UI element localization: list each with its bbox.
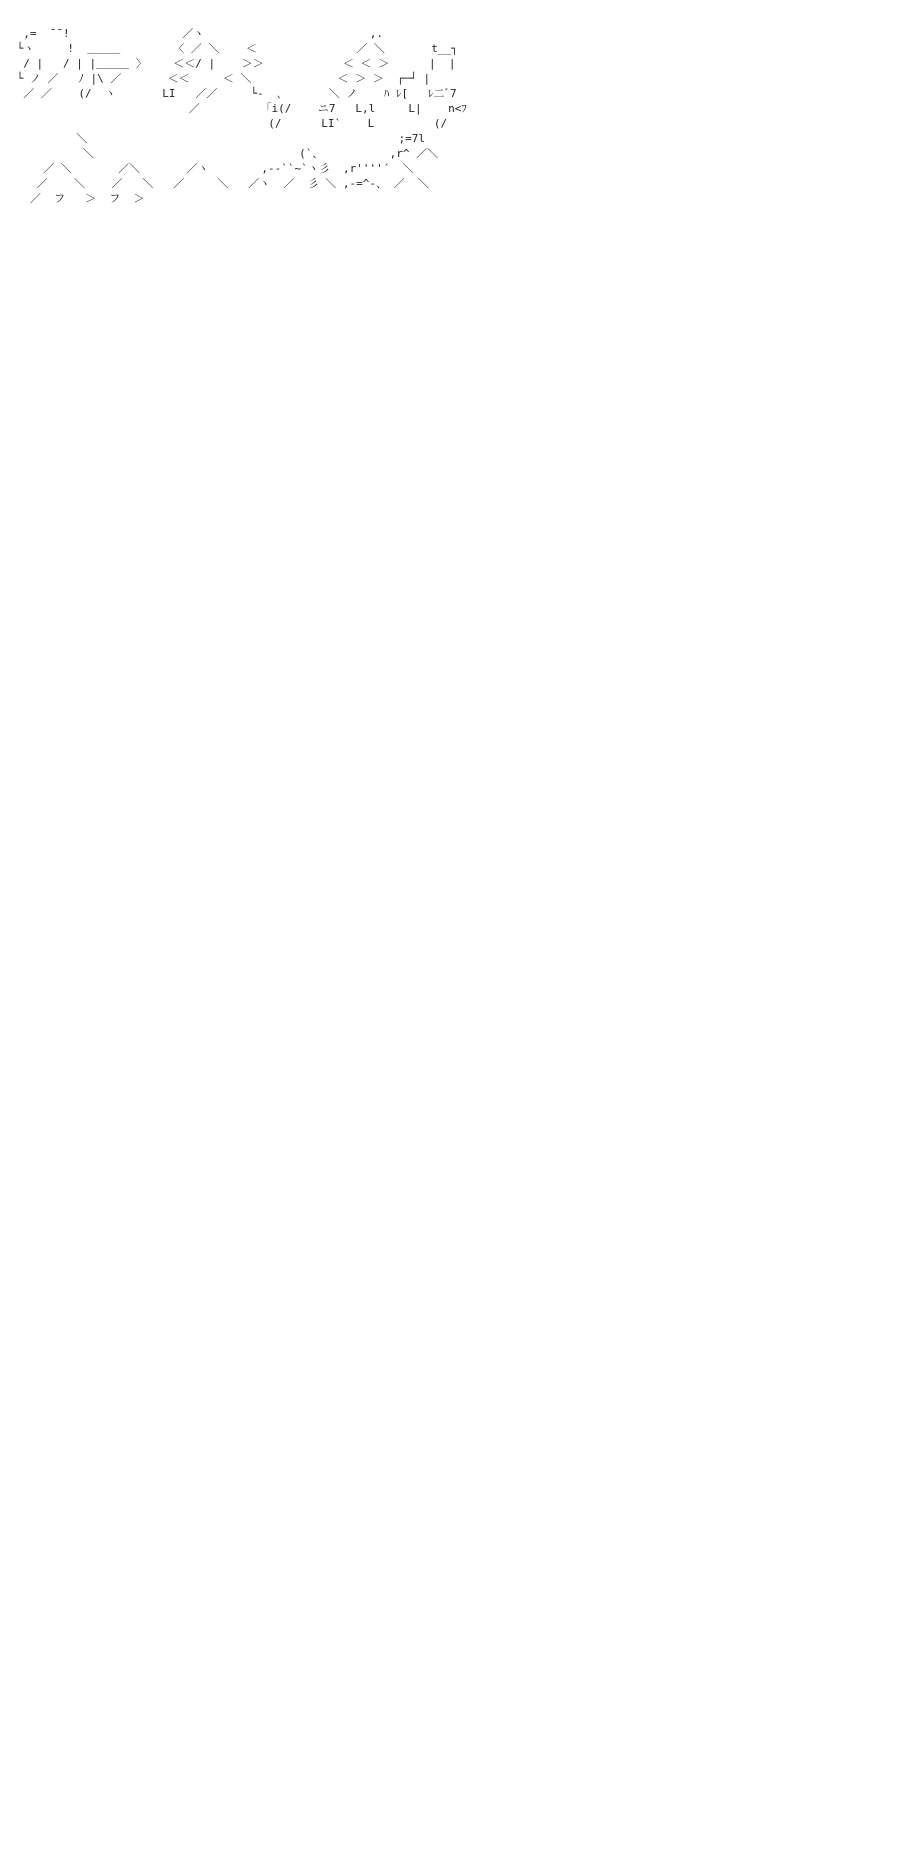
ascii-art-battle-scene: ,= ̄ ̄ ! ／ヽ ,. └ヽ ! ＿＿＿ 〈 ／ ＼ ＜ ／ ＼ t__┐ / | / | |＿＿＿ 〉 ＜＜/ | ＞＞ ＜ ＜ ＞ | | └ ノ ／ ﾉ |\ ／ ＜＜ ＜ ＼ ＜ ＞ ＞ ┌─┘ | ／ ／ (/ ヽ LI ／／ └- ､ ＼ ノ ﾊ ﾚ[ ﾚ二ﾞ7 ／ ｢i(/ ニ7 L,l L| n<ﾌ (/ LI` L (/ ＼ ;=7l ＼ (`、 ,r^ ／＼ ／ ＼ ／＼ ／ヽ ,--``~`ヽ彡 ,r''''´ ＼ ／ ＼ ／ ＼ ／ ＼ ／ヽ ／ 彡 ＼ ,-=^-、 ／ ＼ ／ フ ＞ フ ＞ (16, 27, 467, 205)
post-header-4768 (6, 8, 8, 23)
